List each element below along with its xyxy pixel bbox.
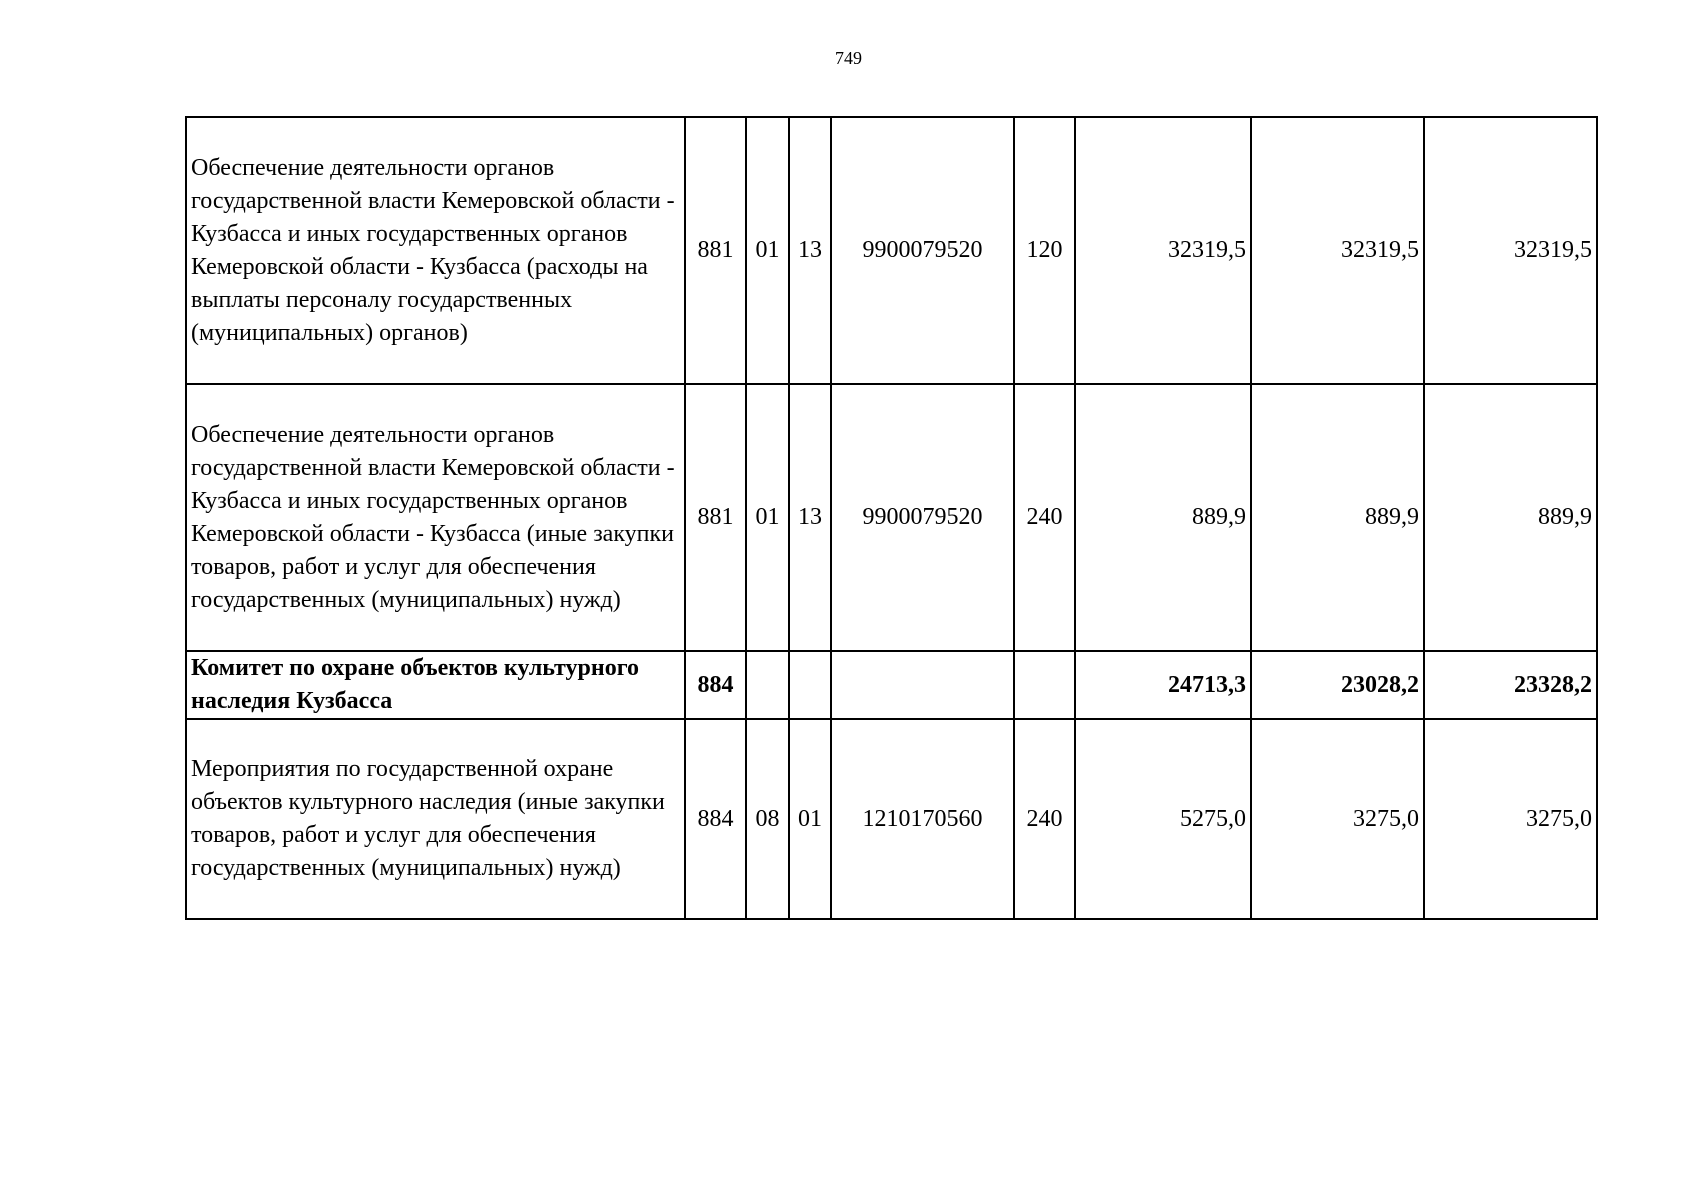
- amount-year-1: 5275,0: [1075, 719, 1251, 919]
- row-description: Мероприятия по государственной охране объектов культурного наследия (иные закупки товаров, работ и услуг для обеспечения государственных (муниципальных) нужд): [186, 719, 685, 919]
- amount-year-2: 23028,2: [1251, 651, 1424, 719]
- row-description: Обеспечение деятельности органов государственной власти Кемеровской области - Кузбасса и иных государственных органов Кемеровской области - Кузбасса (иные закупки товаров, работ и услуг для обеспечения государственных (муниципальных) нужд): [186, 384, 685, 651]
- row-description: Комитет по охране объектов культурного наследия Кузбасса: [186, 651, 685, 719]
- section-code: 01: [746, 117, 789, 384]
- subsection-code: 13: [789, 117, 831, 384]
- target-article-code: 9900079520: [831, 117, 1014, 384]
- section-code: 01: [746, 384, 789, 651]
- amount-year-2: 3275,0: [1251, 719, 1424, 919]
- amount-year-3: 23328,2: [1424, 651, 1597, 719]
- amount-year-1: 24713,3: [1075, 651, 1251, 719]
- ministry-code: 884: [685, 651, 746, 719]
- target-article-code: [831, 651, 1014, 719]
- table-row: [186, 384, 1597, 651]
- expense-type-code: 120: [1014, 117, 1075, 384]
- amount-year-2: 889,9: [1251, 384, 1424, 651]
- subsection-code: 13: [789, 384, 831, 651]
- row-description: Обеспечение деятельности органов государственной власти Кемеровской области - Кузбасса и иных государственных органов Кемеровской области - Кузбасса (расходы на выплаты персоналу государственных (муниципальных) органов): [186, 117, 685, 384]
- section-code: [746, 651, 789, 719]
- expense-type-code: 240: [1014, 719, 1075, 919]
- ministry-code: 884: [685, 719, 746, 919]
- table-row-total: [186, 651, 1597, 719]
- budget-table: [185, 116, 1598, 920]
- amount-year-3: 32319,5: [1424, 117, 1597, 384]
- table-row: [186, 719, 1597, 919]
- expense-type-code: 240: [1014, 384, 1075, 651]
- target-article-code: 9900079520: [831, 384, 1014, 651]
- amount-year-3: 889,9: [1424, 384, 1597, 651]
- expense-type-code: [1014, 651, 1075, 719]
- target-article-code: 1210170560: [831, 719, 1014, 919]
- amount-year-3: 3275,0: [1424, 719, 1597, 919]
- section-code: 08: [746, 719, 789, 919]
- subsection-code: [789, 651, 831, 719]
- subsection-code: 01: [789, 719, 831, 919]
- ministry-code: 881: [685, 117, 746, 384]
- amount-year-1: 889,9: [1075, 384, 1251, 651]
- amount-year-2: 32319,5: [1251, 117, 1424, 384]
- page-number: 749: [835, 48, 862, 68]
- ministry-code: 881: [685, 384, 746, 651]
- table-row: [186, 117, 1597, 384]
- amount-year-1: 32319,5: [1075, 117, 1251, 384]
